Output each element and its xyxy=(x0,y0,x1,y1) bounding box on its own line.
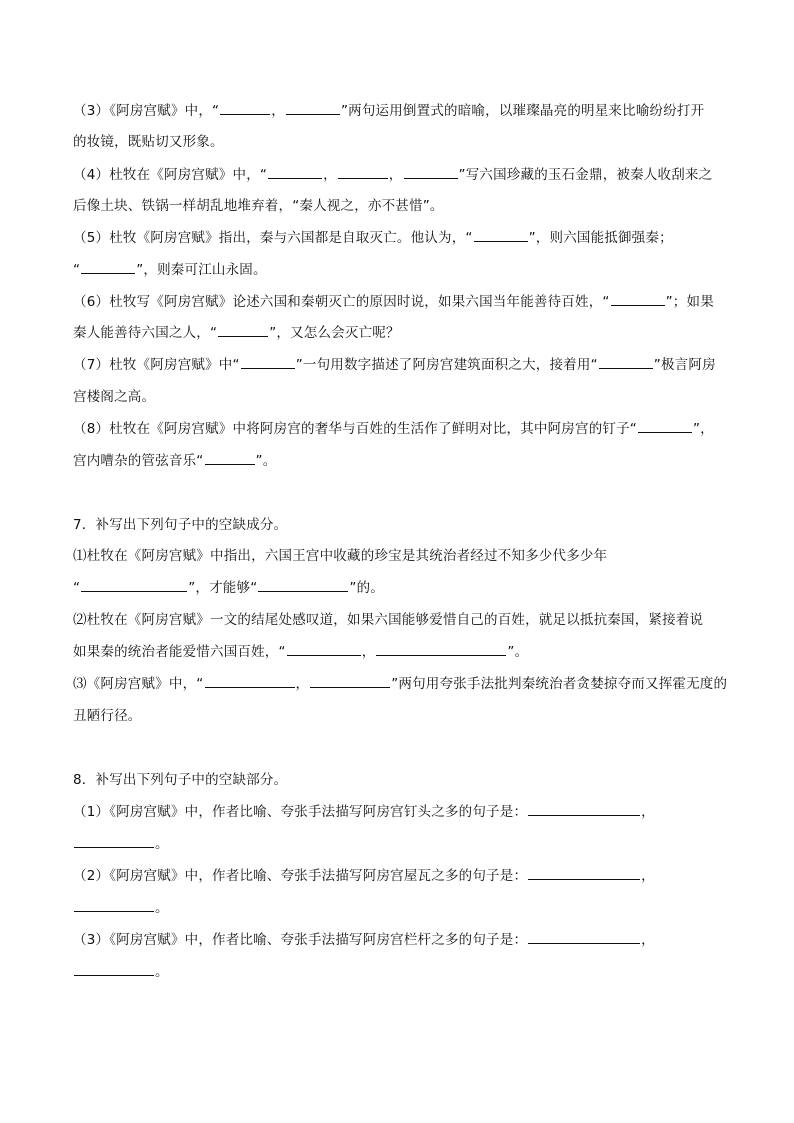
text: 的妆镜，既贴切又形象。 xyxy=(73,134,224,150)
q8-title: 8．补写出下列句子中的空缺部分。 xyxy=(73,772,288,788)
text: ”。 xyxy=(507,644,529,660)
answer-blank[interactable] xyxy=(528,867,640,880)
text: ⑴杜牧在《阿房宫赋》中指出，六国王宫中收藏的珍宝是其统治者经过不知多少代多少年 xyxy=(73,548,608,564)
text: ， xyxy=(271,103,285,119)
answer-blank[interactable] xyxy=(218,324,268,337)
q7-s1-line1 xyxy=(73,547,607,565)
answer-blank[interactable] xyxy=(286,102,340,115)
text: ”，则六国能抵御强秦； xyxy=(528,230,673,246)
text: ”两句运用倒置式的暗喻，以璀璨晶亮的明星来比喻纷纷打开 xyxy=(340,103,705,119)
text: （4）杜牧在《阿房宫赋》中，“ xyxy=(73,167,268,183)
text: ”写六国珍藏的玉石金鼎，被秦人收刮来之 xyxy=(458,167,713,183)
text: （3）《阿房宫赋》中，“ xyxy=(73,103,220,119)
text: 如果秦的统治者能爱惜六国百姓，“ xyxy=(73,644,286,660)
text: 宫内嘈杂的管弦音乐“ xyxy=(73,453,204,469)
text: 。 xyxy=(155,836,169,852)
answer-blank[interactable] xyxy=(611,293,665,306)
q6-s8-line2 xyxy=(73,452,276,470)
q7-s3-line1 xyxy=(73,675,727,693)
q8-item-3-line1 xyxy=(73,931,655,949)
answer-blank[interactable] xyxy=(310,675,390,688)
text: （3）《阿房宫赋》中，作者比喻、夸张手法描写阿房宫栏杆之多的句子是： xyxy=(73,932,528,948)
text: 后像土块、铁锅一样胡乱地堆弃着，“秦人视之，亦不甚惜”。 xyxy=(73,198,444,214)
q7-s2-line2 xyxy=(73,643,528,661)
answer-blank[interactable] xyxy=(528,931,640,944)
text: ”。 xyxy=(255,453,277,469)
answer-blank[interactable] xyxy=(599,356,653,369)
text: “ xyxy=(73,580,81,596)
q8-item-1-line2 xyxy=(73,835,169,853)
answer-blank[interactable] xyxy=(74,963,154,976)
text: 丑陋行径。 xyxy=(73,708,142,724)
answer-blank[interactable] xyxy=(81,261,135,274)
answer-blank[interactable] xyxy=(638,420,692,433)
answer-blank[interactable] xyxy=(528,803,640,816)
text: ”一句用数字描述了阿房宫建筑面积之大，接着用“ xyxy=(295,357,598,373)
answer-blank[interactable] xyxy=(474,229,528,242)
answer-blank[interactable] xyxy=(205,452,255,465)
text: （1）《阿房宫赋》中，作者比喻、夸张手法描写阿房宫钉头之多的句子是： xyxy=(73,804,528,820)
text: （6）杜牧写《阿房宫赋》论述六国和秦朝灭亡的原因时说，如果六国当年能善待百姓，“ xyxy=(73,294,610,310)
q7-s2-line1 xyxy=(73,611,703,629)
text: ”，则秦可江山永固。 xyxy=(136,262,267,278)
text: ， xyxy=(641,932,655,948)
q6-s4-line2 xyxy=(73,197,444,215)
text: ”， xyxy=(692,421,714,437)
q6-s3-line2 xyxy=(73,133,224,151)
answer-blank[interactable] xyxy=(241,356,295,369)
q6-s4-line1 xyxy=(73,166,712,184)
text: （5）杜牧《阿房宫赋》指出，秦与六国都是自取灭亡。他认为，“ xyxy=(73,230,473,246)
text: ”极言阿房 xyxy=(653,357,716,373)
q8-item-2-line1 xyxy=(73,867,655,885)
text: 宫楼阁之高。 xyxy=(73,389,156,405)
text: ， xyxy=(323,167,337,183)
q6-s6-line1 xyxy=(73,293,714,311)
text: （8）杜牧在《阿房宫赋》中将阿房宫的奢华与百姓的生活作了鲜明对比，其中阿房宫的钉子“ xyxy=(73,421,637,437)
q6-s5-line2 xyxy=(73,261,267,279)
text: ”的。 xyxy=(349,580,385,596)
answer-blank[interactable] xyxy=(74,899,154,912)
text: 。 xyxy=(155,900,169,916)
text: ⑶《阿房宫赋》中，“ xyxy=(73,676,204,692)
answer-blank[interactable] xyxy=(404,166,458,179)
answer-blank[interactable] xyxy=(268,166,322,179)
q8-item-1-line1 xyxy=(73,803,655,821)
q7-title: 7．补写出下列句子中的空缺成分。 xyxy=(73,517,288,533)
q8-item-2-line2 xyxy=(73,899,169,917)
text: ， xyxy=(361,644,376,660)
text: ”，又怎么会灭亡呢？ xyxy=(269,325,400,341)
answer-blank[interactable] xyxy=(205,675,295,688)
q7-s3-line2 xyxy=(73,707,142,725)
q6-s7-line2 xyxy=(73,388,155,406)
answer-blank[interactable] xyxy=(376,643,506,656)
q6-s6-line2 xyxy=(73,324,400,342)
q6-s5-line1 xyxy=(73,229,673,247)
text: ， xyxy=(641,868,655,884)
answer-blank[interactable] xyxy=(258,579,348,592)
q8-item-3-line2 xyxy=(73,963,169,981)
text: ， xyxy=(388,167,403,183)
q7-s1-line2 xyxy=(73,579,384,597)
text: （7）杜牧《阿房宫赋》中“ xyxy=(73,357,240,373)
answer-blank[interactable] xyxy=(220,102,270,115)
q6-s8-line1 xyxy=(73,420,714,438)
text: ”；如果 xyxy=(665,294,714,310)
answer-blank[interactable] xyxy=(81,579,187,592)
text: ， xyxy=(295,676,310,692)
answer-blank[interactable] xyxy=(338,166,388,179)
answer-blank[interactable] xyxy=(287,643,361,656)
text: ， xyxy=(641,804,655,820)
text: ”，才能够“ xyxy=(188,580,258,596)
answer-blank[interactable] xyxy=(74,835,154,848)
q6-s7-line1 xyxy=(73,356,716,374)
text: “ xyxy=(73,262,81,278)
text: （2）《阿房宫赋》中，作者比喻、夸张手法描写阿房宫屋瓦之多的句子是： xyxy=(73,868,528,884)
q6-s3-line1 xyxy=(73,102,704,120)
text: ⑵杜牧在《阿房宫赋》一文的结尾处感叹道，如果六国能够爱惜自己的百姓，就足以抵抗秦国，紧接着说 xyxy=(73,612,704,628)
text: 秦人能善待六国之人，“ xyxy=(73,325,218,341)
text: ”两句用夸张手法批判秦统治者贪婪掠夺而又挥霍无度的 xyxy=(391,676,728,692)
text: 。 xyxy=(155,964,169,980)
